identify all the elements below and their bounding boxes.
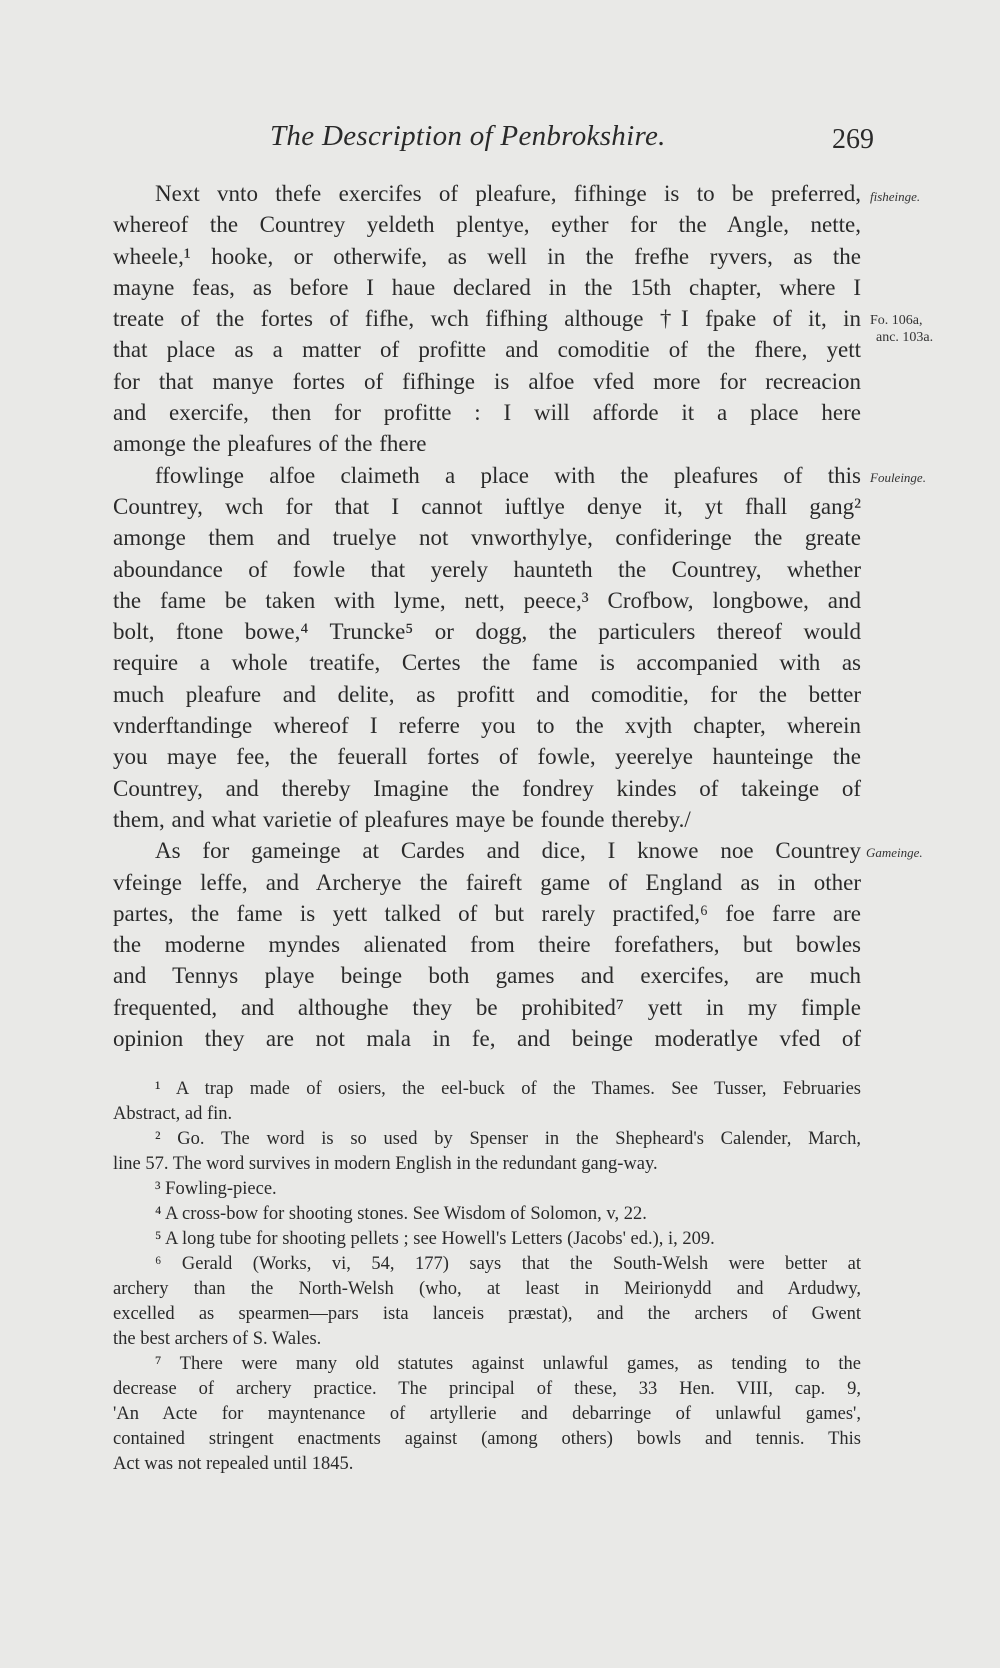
footnote-4 [113,1202,861,1227]
text-line: ffowlinge alfoe claimeth a place with the pleafures of this [155,462,861,488]
body-text [113,178,861,1054]
text-line: opinion they are not mala in fe, and beinge moderatlye vfed of [113,1026,861,1052]
text-line: the fame be taken with lyme, nett, peece,³ Crofbow, longbowe, and [113,587,861,613]
text-line: aboundance of fowle that yerely haunteth the Countrey, whether [113,556,861,582]
margin-note-fouleinge: Fouleinge. [870,470,926,485]
text-line: for that manye fortes of fifhinge is alfoe vfed more for recreacion [113,368,861,394]
text-line: them, and what varietie of pleafures maye be founde thereby./ [113,806,691,832]
footnote-3 [113,1177,861,1202]
text-line: that place as a matter of profitte and comoditie of the fhere, yett [113,337,861,363]
text-line: Countrey, wch for that I cannot iuftlye denye it, yt fhall gang² [113,493,861,519]
footnote-line: contained stringent enactments against (among others) bowls and tennis. This [113,1429,861,1449]
footnote-7 [113,1352,861,1477]
text-line: treate of the fortes of fifhe, wch fifhing althouge †I fpake of it, in [113,306,861,332]
text-line: you maye fee, the feuerall fortes of fowle, yeerelye haunteinge the [113,744,861,770]
footnote-line: decrease of archery practice. The principal of these, 33 Hen. VIII, cap. 9, [113,1379,861,1399]
footnote-line: line 57. The word survives in modern English in the redundant gang-way. [113,1154,658,1174]
footnotes [113,1077,861,1477]
text-line: much pleafure and delite, as profitt and comoditie, for the better [113,681,861,707]
text-line: require a whole treatife, Certes the fame is accompanied with as [113,650,861,676]
footnote-2 [113,1127,861,1177]
text-line: vfeinge leffe, and Archerye the faireft game of England as in other [113,869,861,895]
page-number: 269 [832,124,874,155]
margin-note-anc: anc. 103a. [876,330,934,345]
text-line: vnderftandinge whereof I referre you to the xvjth chapter, wherein [113,713,861,739]
text-line: wheele,¹ hooke, or otherwife, as well in the frefhe ryvers, as the [113,243,861,269]
footnote-line: archery than the North-Welsh (who, at least in Meirionydd and Ardudwy, [113,1279,861,1299]
text-line: bolt, ftone bowe,⁴ Truncke⁵ or dogg, the particulers thereof would [113,619,861,645]
footnote-line: ⁶ Gerald (Works, vi, 54, 177) says that the South-Welsh were better at [155,1254,861,1274]
text-line: and exercife, then for profitte : I will afforde it a place here [113,400,861,426]
footnote-line: 'An Acte for mayntenance of artyllerie and debarringe of unlawful games', [113,1404,861,1424]
text-line: amonge the pleafures of the fhere [113,431,427,457]
footnote-6 [113,1252,861,1352]
footnote-line: Abstract, ad fin. [113,1104,233,1124]
text-line: mayne feas, as before I haue declared in the 15th chapter, where I [113,274,861,300]
text-line: Next vnto thefe exercifes of pleafure, fifhinge is to be preferred, [155,181,861,206]
footnote-line: ⁷ There were many old statutes against unlawful games, as tending to the [155,1354,861,1374]
footnote-line: ⁴ A cross-bow for shooting stones. See Wisdom of Solomon, v, 22. [155,1204,647,1224]
margin-note-folio: Fo. 106a, [870,313,923,328]
footnote-line: Act was not repealed until 1845. [113,1454,354,1474]
text-line: whereof the Countrey yeldeth plentye, eyther for the Angle, nette, [113,212,861,238]
running-head [270,120,880,164]
text-line: and Tennys playe beinge both games and exercifes, are much [113,963,861,989]
text-line: the moderne myndes alienated from theire forefathers, but bowles [113,932,861,958]
text-line: amonge them and truelye not vnworthylye, confideringe the greate [113,525,861,551]
footnote-line: ³ Fowling-piece. [155,1179,277,1199]
text-line: frequented, and althoughe they be prohibited⁷ yett in my fimple [113,994,861,1020]
text-line: partes, the fame is yett talked of but rarely practifed,⁶ foe farre are [113,900,861,926]
text-line: As for gameinge at Cardes and dice, I knowe noe Countrey [155,838,861,864]
page-title: The Description of Penbrokshire. [270,120,666,152]
footnote-line: excelled as spearmen—pars ista lanceis præstat), and the archers of Gwent [113,1304,861,1324]
footnote-line: ⁵ A long tube for shooting pellets ; see Howell's Letters (Jacobs' ed.), i, 209. [155,1229,715,1249]
footnote-line: the best archers of S. Wales. [113,1329,322,1349]
footnote-line: ¹ A trap made of osiers, the eel-buck of the Thames. See Tusser, Februaries [155,1079,861,1099]
text-line: Countrey, and thereby Imagine the fondrey kindes of takeinge of [113,775,861,801]
margin-note-gameinge: Gameinge. [866,845,923,860]
footnote-1 [113,1077,861,1127]
footnote-5 [113,1227,861,1252]
margin-note-fisheinge: fisheinge. [870,189,921,204]
footnote-line: ² Go. The word is so used by Spenser in the Shepheard's Calender, March, [155,1129,861,1149]
